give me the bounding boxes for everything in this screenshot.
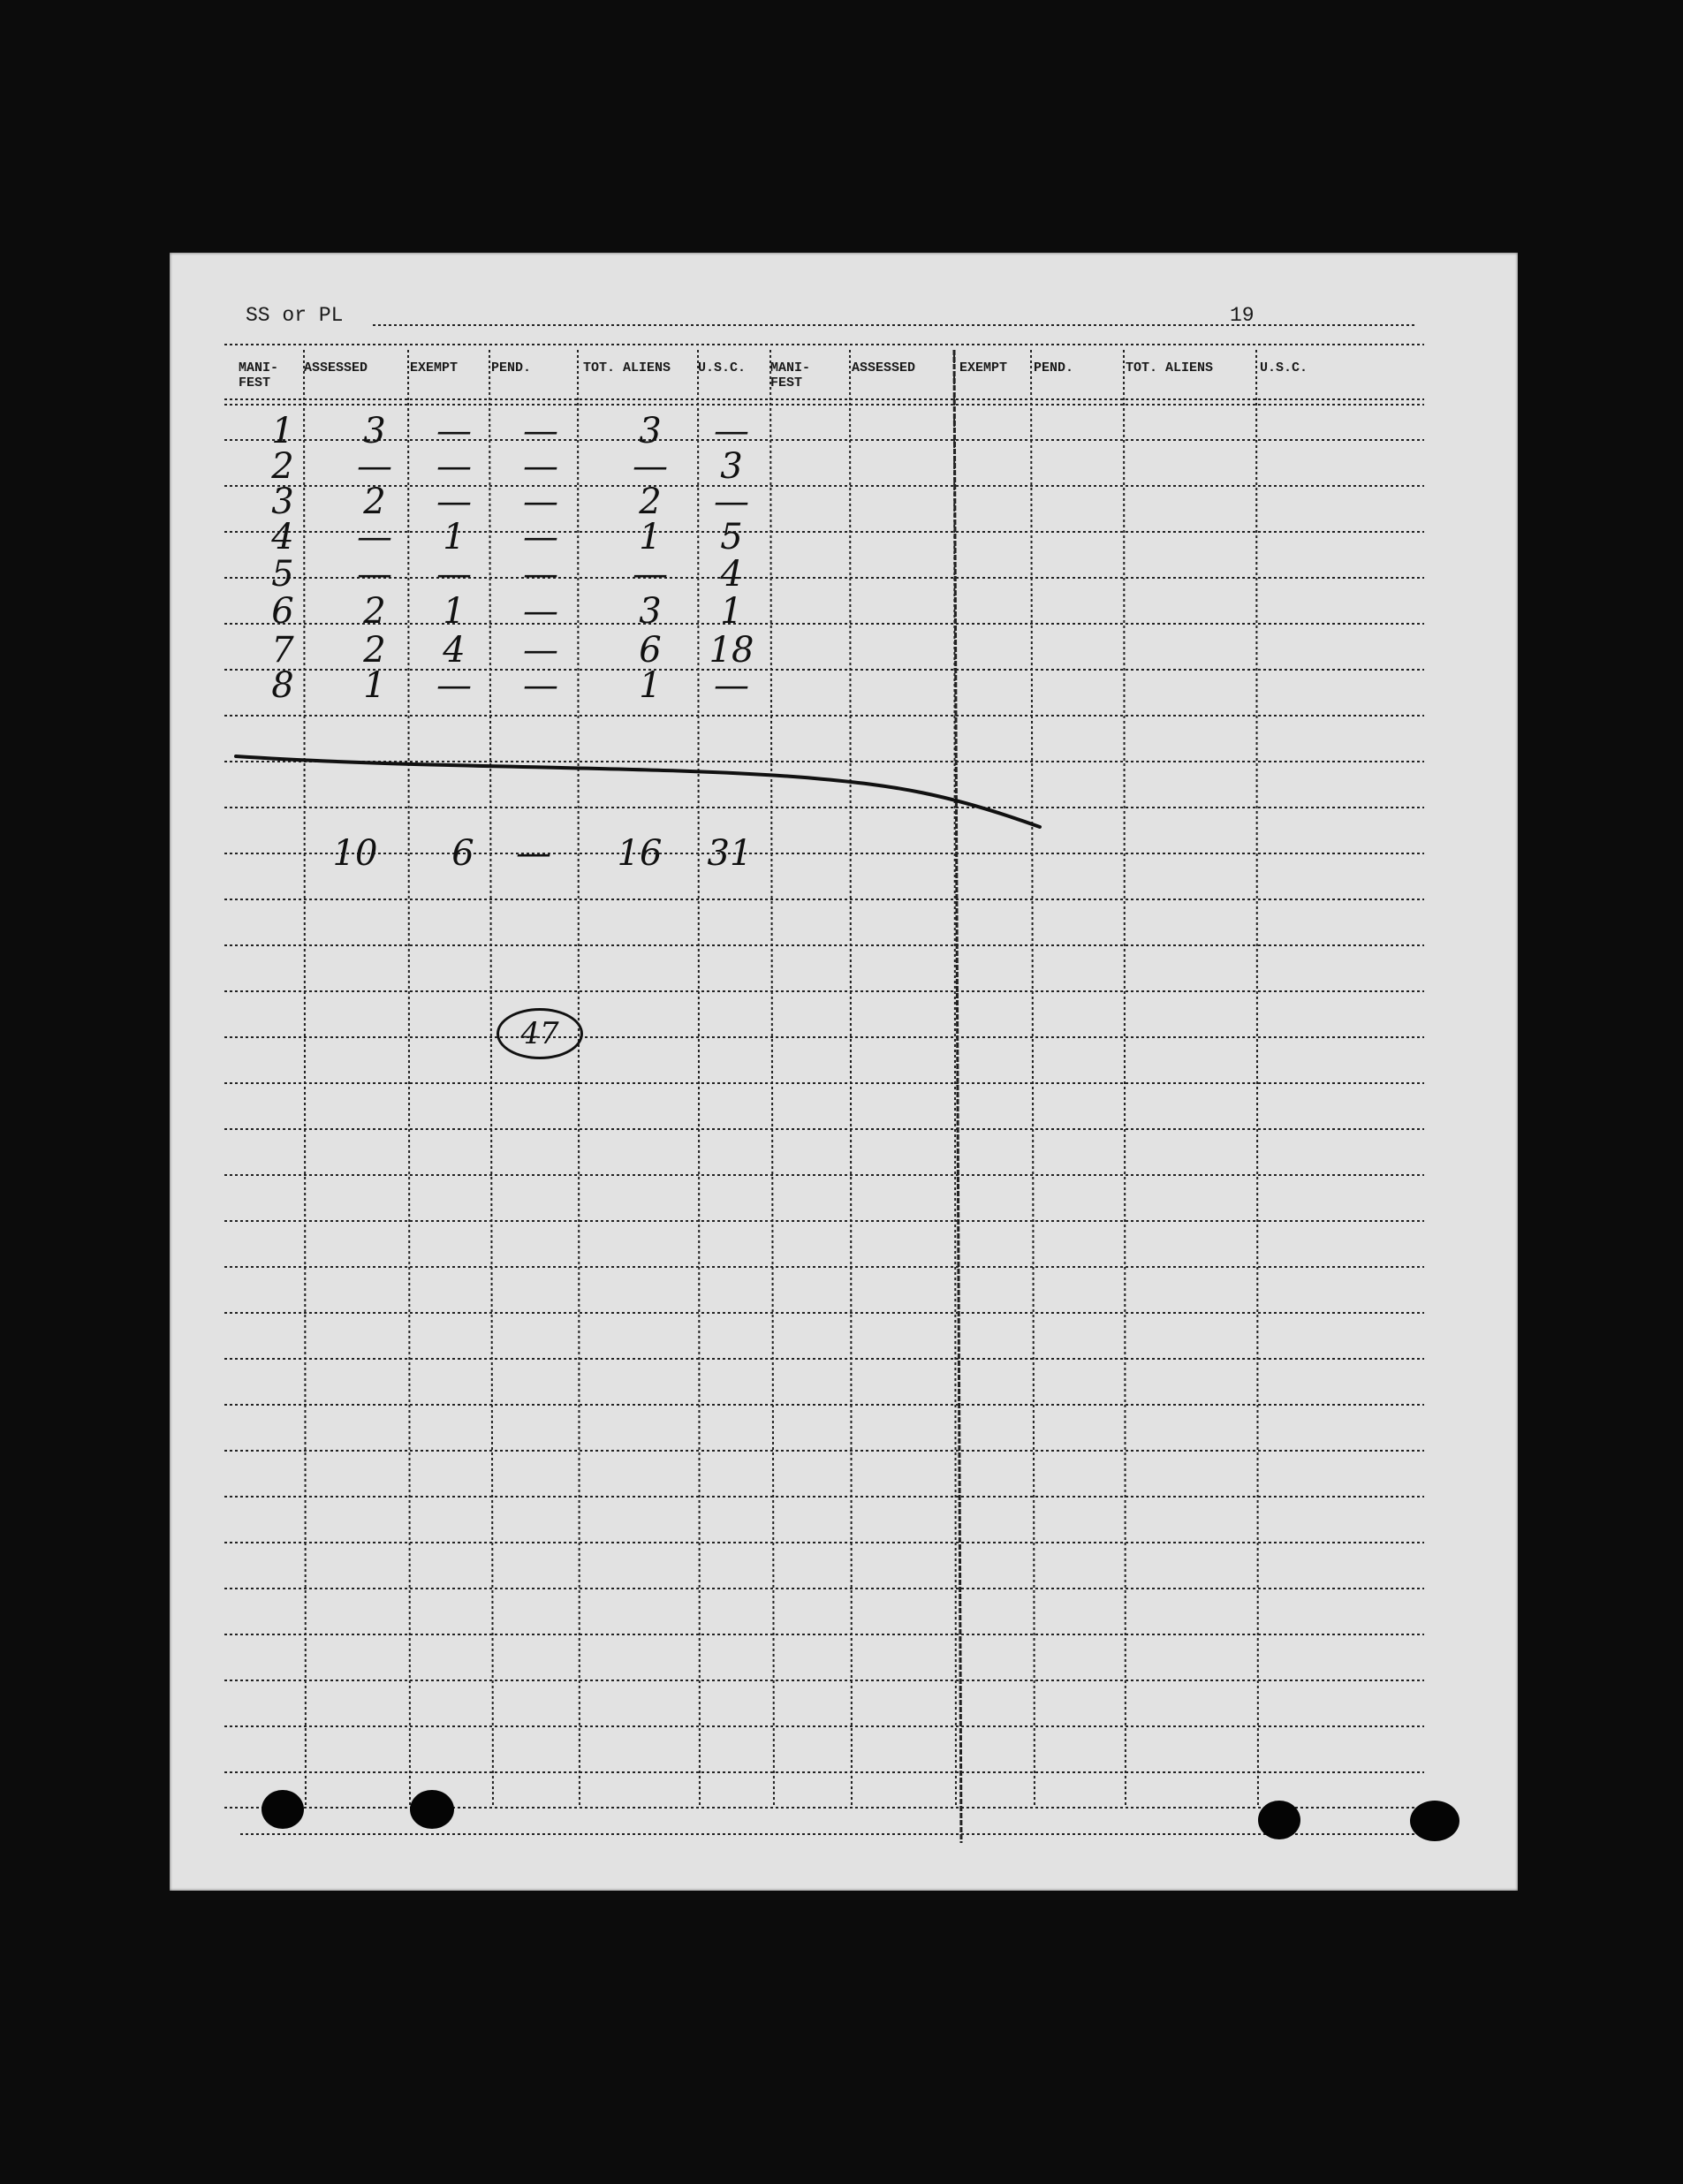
row-2-manifest-cell: 2 — [271, 446, 294, 487]
right-column-header: MANI- FEST — [770, 360, 811, 391]
row-2-pend-cell: — — [523, 446, 558, 487]
row-8-manifest-cell: 8 — [271, 665, 294, 706]
row-6-usc-cell: 1 — [720, 591, 743, 632]
row-8-tot-aliens-cell: 1 — [639, 665, 662, 706]
row-4-tot-aliens-cell: 1 — [639, 517, 662, 557]
row-4-exempt-cell: 1 — [443, 517, 466, 557]
left-column-header: U.S.C. — [698, 360, 747, 375]
row-4-usc-cell: 5 — [720, 517, 743, 557]
row-5-usc-cell: 4 — [720, 554, 743, 595]
left-column-header: ASSESSED — [304, 360, 368, 375]
row-5-manifest-cell: 5 — [271, 554, 294, 595]
row-3-usc-cell: — — [714, 482, 749, 522]
row-1-assessed-cell: 3 — [363, 411, 386, 451]
row-8-usc-cell: — — [714, 665, 749, 706]
row-2-usc-cell: 3 — [720, 446, 743, 487]
row-8-assessed-cell: 1 — [363, 665, 386, 706]
row-2-tot-aliens-cell: — — [633, 446, 668, 487]
row-2-assessed-cell: — — [357, 446, 392, 487]
row-1-tot-aliens-cell: 3 — [639, 411, 662, 451]
row-4-manifest-cell: 4 — [271, 517, 294, 557]
row-8-pend-cell: — — [523, 665, 558, 706]
handwritten-total-line — [236, 756, 1040, 827]
left-column-header: MANI- FEST — [239, 360, 279, 391]
row-6-pend-cell: — — [523, 591, 558, 632]
total-pend-cell: — — [516, 833, 551, 874]
row-1-manifest-cell: 1 — [271, 411, 294, 451]
row-5-exempt-cell: — — [436, 554, 472, 595]
circled-total — [497, 1008, 583, 1059]
total-assessed-cell: 10 — [332, 833, 378, 874]
total-exempt-cell: 6 — [451, 833, 474, 874]
row-6-manifest-cell: 6 — [271, 591, 294, 632]
row-3-exempt-cell: — — [436, 482, 472, 522]
row-3-manifest-cell: 3 — [271, 482, 294, 522]
row-6-tot-aliens-cell: 3 — [639, 591, 662, 632]
left-column-header: TOT. ALIENS — [583, 360, 671, 375]
row-5-tot-aliens-cell: — — [633, 554, 668, 595]
row-7-assessed-cell: 2 — [363, 630, 386, 671]
row-2-exempt-cell: — — [436, 446, 472, 487]
row-1-exempt-cell: — — [436, 411, 472, 451]
row-7-tot-aliens-cell: 6 — [639, 630, 662, 671]
row-1-usc-cell: — — [714, 411, 749, 451]
row-4-assessed-cell: — — [357, 517, 392, 557]
row-3-pend-cell: — — [523, 482, 558, 522]
row-5-assessed-cell: — — [357, 554, 392, 595]
row-7-exempt-cell: 4 — [443, 630, 466, 671]
row-3-assessed-cell: 2 — [363, 482, 386, 522]
right-column-header: U.S.C. — [1260, 360, 1308, 375]
total-tot-aliens-cell: 16 — [617, 833, 663, 874]
ss-or-pl-label: SS or PL — [246, 304, 344, 327]
binder-hole — [262, 1790, 304, 1829]
right-column-header: TOT. ALIENS — [1126, 360, 1214, 375]
total-usc-cell: 31 — [707, 833, 753, 874]
ledger-form-page — [170, 253, 1518, 1891]
row-4-pend-cell: — — [523, 517, 558, 557]
row-7-manifest-cell: 7 — [271, 630, 294, 671]
year-label: 19 — [1230, 304, 1255, 327]
right-column-header: ASSESSED — [852, 360, 916, 375]
binder-hole — [410, 1790, 454, 1829]
binder-hole — [1258, 1801, 1300, 1839]
right-column-header: EXEMPT — [959, 360, 1008, 375]
circled-total-value: 47 — [520, 1016, 559, 1051]
row-6-exempt-cell: 1 — [443, 591, 466, 632]
row-7-usc-cell: 18 — [709, 630, 754, 671]
row-3-tot-aliens-cell: 2 — [639, 482, 662, 522]
row-5-pend-cell: — — [523, 554, 558, 595]
row-6-assessed-cell: 2 — [363, 591, 386, 632]
row-1-pend-cell: — — [523, 411, 558, 451]
binder-hole — [1410, 1801, 1459, 1841]
left-column-header: EXEMPT — [410, 360, 459, 375]
left-column-header: PEND. — [491, 360, 532, 375]
right-column-header: PEND. — [1034, 360, 1074, 375]
row-8-exempt-cell: — — [436, 665, 472, 706]
row-7-pend-cell: — — [523, 630, 558, 671]
